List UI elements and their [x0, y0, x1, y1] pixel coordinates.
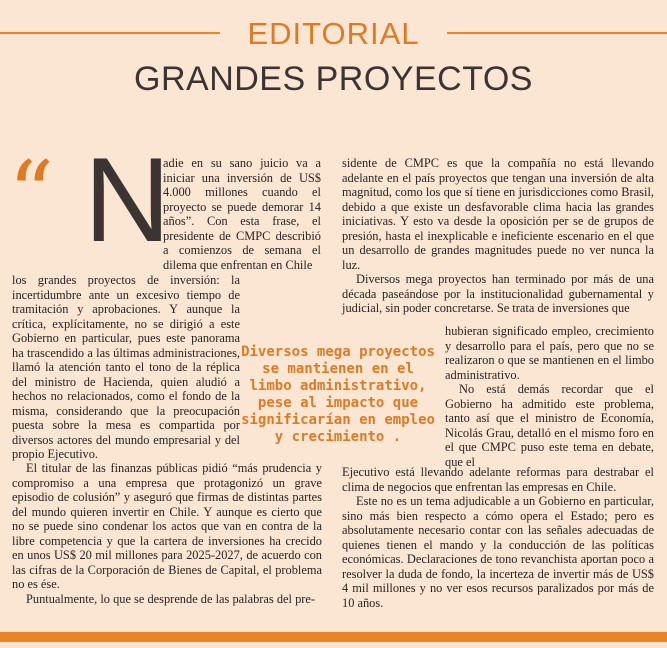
column-2-top: [342, 156, 654, 316]
section-header: [0, 12, 667, 52]
column-1-top: [163, 156, 321, 272]
paragraph-lead: adie en su sano juicio va a iniciar una inversión de US$ 4.000 millones cuando el proyecto se puede demorar 14 años”. Con esta frase, el presidente de CMPC describió a comienzos de semana el dilema que enfrentan en Chile: [163, 156, 321, 272]
paragraph-5-cont: hubieran significado empleo, crecimiento y desarrollo para el país, pero que no se realizaron o que se mantienen en el limbo administrativo.: [445, 324, 654, 382]
pull-quote: Diversos mega proyectos se mantienen en el limbo administrativo, pese al impacto que significarían en empleo y crecimiento .: [241, 344, 435, 445]
opening-quote-mark: “: [8, 142, 55, 247]
drop-cap: N: [84, 133, 171, 267]
paragraph-7: Este no es un tema adjudicable a un Gobierno en particular, sino más bien respecto a cómo opera el Estado; pero es absolutamente necesario contar con las señales adecuadas de quienes tienen el mando y la conducción de las políticas económicas. Declaraciones de tono revanchista aportan poco a resolver la duda de fondo, la incerteza de invertir más de US$ 4 mil millones y no ver esos recursos paralizados por más de 10 años.: [342, 494, 654, 610]
paragraph-1-cont: los grandes proyectos de inversión: la incertidumbre ante un excesivo tiempo de tramitación y aprobaciones. Y aunque la crítica, explícitamente, no se dirigió a este Gobierno en particular, pues este panorama ha trascendido a las últimas administraciones, llamó la atención tanto el tono de la réplica del ministro de Hacienda, quien aludió a hechos no relacionados, como el fondo de la misma, considerando que la preocupación puesta sobre la mesa es compartida por diversos actores del mundo empresarial y del propio Ejecutivo.: [12, 273, 240, 461]
column-2-middle: [445, 324, 654, 469]
column-1-lower: [12, 461, 322, 606]
paragraph-2: El titular de las finanzas públicas pidió “más prudencia y compromiso a una empresa que protagonizó un grave episodio de colusión” y aseguró que firmas de distintas partes del mundo quieren invertir en Chile. Y aunque es cierto que no se puede sino condenar los actos que van en contra de la libre competencia y que la cartera de inversiones ha crecido en unos US$ 20 mil millones para 2025-2027, de acuerdo con las cifras de la Corporación de Bienes de Capital, el problema no es ése.: [12, 461, 322, 591]
paragraph-3: Puntualmente, lo que se desprende de las palabras del pre-: [26, 591, 316, 606]
paragraph-4: sidente de CMPC es que la compañía no está llevando adelante en el país proyectos que tengan una inversión de alta magnitud, como los que sí tiene en jurisdicciones como Brasil, debido a que existe un desfavorable clima hacia las grandes iniciativas. Y esto va desde la oposición per se de grupos de presión, hasta el inexplicable e ineficiente escenario en el que un desarrollo de grandes magnitudes puede no ver nunca la luz.: [342, 156, 654, 272]
column-2-bottom: [342, 465, 654, 610]
paragraph-6: No está demás recordar que el Gobierno ha admitido este problema, tanto así que el ministro de Economía, Nicolás Grau, detalló en el mismo foro en el que CMPC puso este tema en debate, que el: [445, 382, 654, 469]
paragraph-6-cont: Ejecutivo está llevando adelante reformas para destrabar el clima de negocios que enfrentan las empresas en Chile.: [342, 465, 654, 494]
bottom-rule: [0, 632, 667, 642]
headline: GRANDES PROYECTOS: [134, 60, 533, 98]
section-label: EDITORIAL: [0, 16, 667, 52]
paragraph-5: Diversos mega proyectos han terminado por más de una década paseándose por la institucionalidad gubernamental y judicial, sin poder concretarse. Se trata de inversiones que: [342, 272, 654, 315]
